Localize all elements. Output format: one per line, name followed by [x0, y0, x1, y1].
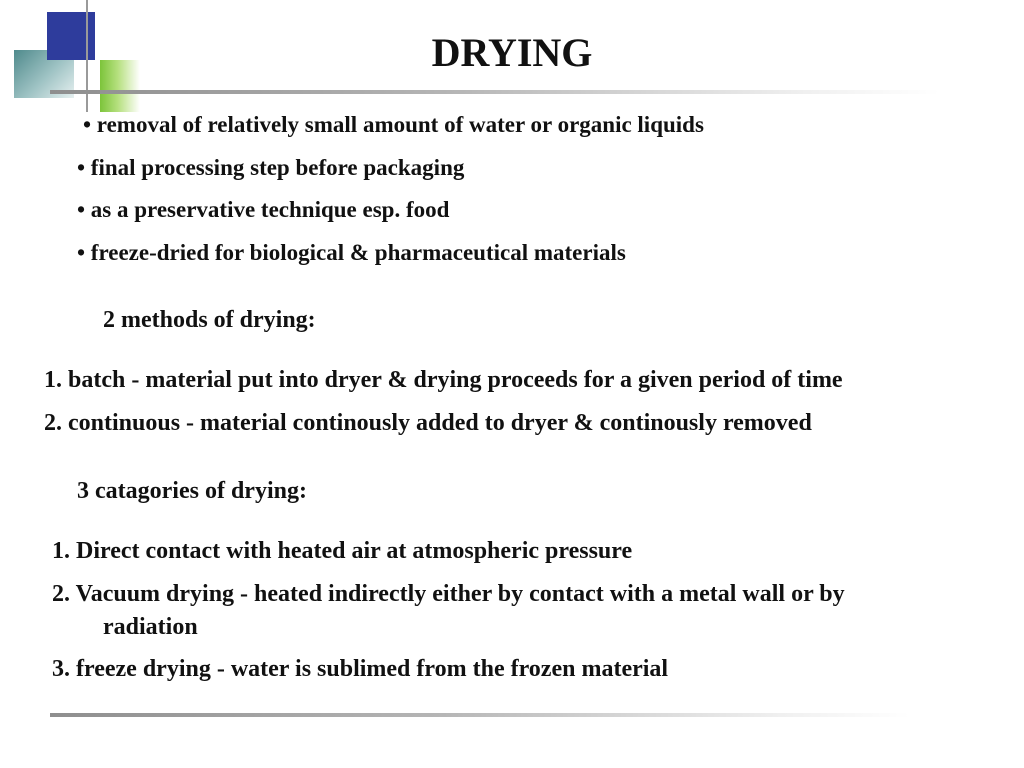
- methods-heading: 2 methods of drying:: [103, 307, 316, 333]
- bullet-item: • as a preservative technique esp. food: [77, 197, 450, 222]
- categories-heading: 3 catagories of drying:: [77, 478, 307, 504]
- method-item: 2. continuous - material continously added to dryer & continously removed: [44, 410, 812, 436]
- footer-divider-line: [50, 713, 910, 717]
- bullet-item: • freeze-dried for biological & pharmaceutical materials: [77, 240, 626, 265]
- category-item: 1. Direct contact with heated air at atmospheric pressure: [52, 538, 633, 564]
- bullet-item: • removal of relatively small amount of water or organic liquids: [83, 112, 704, 137]
- title-divider-line: [50, 90, 940, 94]
- category-item: 2. Vacuum drying - heated indirectly either by contact with a metal wall or by: [52, 581, 845, 607]
- category-item-continuation: radiation: [103, 614, 198, 640]
- category-item: 3. freeze drying - water is sublimed from the frozen material: [52, 656, 669, 682]
- bullet-item: • final processing step before packaging: [77, 155, 465, 180]
- slide-title: DRYING: [431, 30, 593, 75]
- method-item: 1. batch - material put into dryer & drying proceeds for a given period of time: [44, 367, 843, 393]
